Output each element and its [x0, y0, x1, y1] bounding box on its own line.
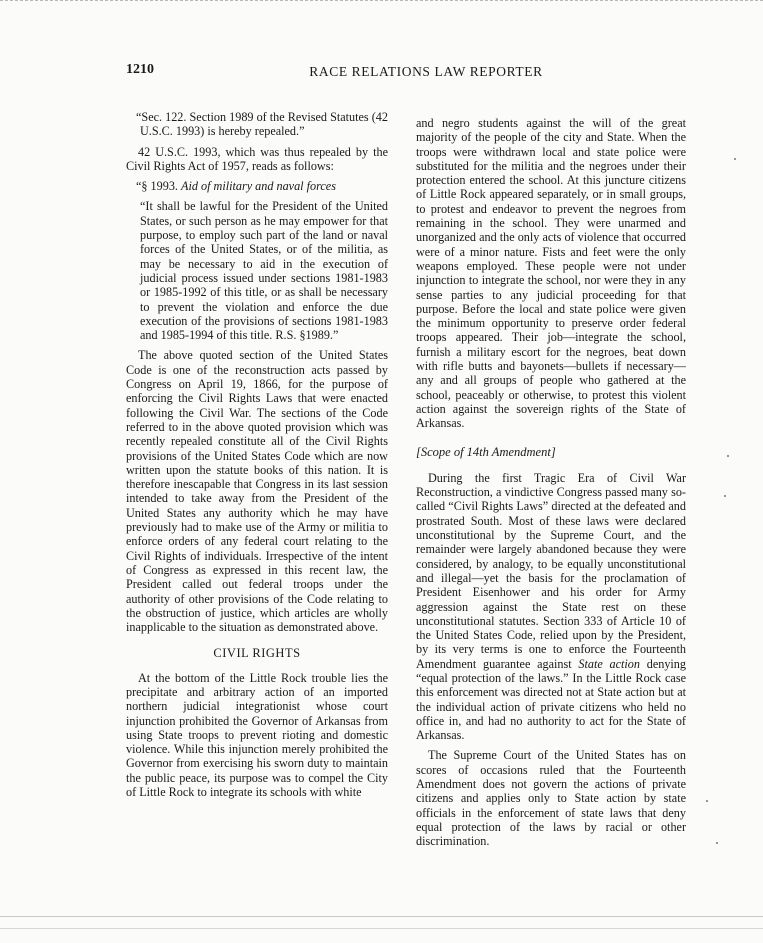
right-column	[416, 116, 686, 855]
quote-sec-122-text: “Sec. 122. Section 1989 of the Revised Statutes (42 U.S.C. 1993) is hereby repealed.”	[136, 110, 388, 139]
tragic-era-italic: State action	[578, 656, 640, 671]
scan-speck	[734, 158, 736, 160]
left-column	[126, 110, 388, 805]
tragic-era-text-1: During the first Tragic Era of Civil War Reconstruction, a vindictive Congress passed many so-called “Civil Rights Laws” directed at the defeated and prostrated South. Most of these laws were declared unconstitutional by the Supreme Court, and the remainder were largely abandoned because they were considered, by analogy, to be equally unconstitutional and illegal—yet the basis for the proclamation of President Eisenhower and his order for Army aggression against the State rest on these unconstitutional statutes. Section 333 of Article 10 of the United States Code, relied upon by the President, by its very terms is one to enforce the Fourteenth Amendment guarantee against	[416, 470, 686, 671]
scan-speck	[727, 455, 729, 457]
heading-civil-rights: CIVIL RIGHTS	[213, 646, 301, 661]
statute-heading	[136, 179, 388, 194]
page-header	[126, 62, 686, 86]
paragraph-continued: and negro students against the will of the great majority of the people of the city and State. When the troops were withdrawn local and state police were substituted for the militia and the negroes under their protection entered the school. At this juncture citizens of Little Rock appeared separately, or in small groups, to protest and endeavor to prevent the negroes from remaining in the school. They were unarmed and unorganized and the only acts of violence that occurred were of a minor nature. Fists and feet were the only weapons employed. These people were not under injunction to integrate the school, nor were they in any sense parties to any judicial proceeding for that purpose. Before the local and state police were given the minimum opportunity to preserve order federal troops appeared. Their job—integrate the school, furnish a military escort for the negroes, beat down with rifle butts and bayonets—bullets if necessary—any and all groups of people who gathered at the school, peaceably or otherwise, to protest this violent action against the sovereign rights of the State of Arkansas.	[416, 116, 686, 431]
statute-quote	[126, 179, 388, 342]
bottom-scan-line	[0, 928, 763, 929]
paragraph-supreme-court: The Supreme Court of the United States has on scores of occasions ruled that the Fourteenth Amendment does not govern the actions of private citizens and applies only to State action by state officials in the enforcement of state laws that deny equal protection of the laws by racial or other discrimination.	[416, 748, 686, 849]
page-top-border	[0, 0, 763, 1]
running-head: RACE RELATIONS LAW REPORTER	[309, 64, 543, 79]
scan-speck	[724, 495, 726, 497]
tragic-era-text-2: denying “equal protection of the laws.” In the Little Rock case this enforcement was directed not at State action but at the individual action of private citizens who held no office in, and had no authority to act for the State of Arkansas.	[416, 656, 686, 743]
statute-title: Aid of military and naval forces	[181, 179, 336, 194]
paragraph-above-quoted: The above quoted section of the United States Code is one of the reconstruction acts passed by Congress on April 19, 1866, for the purpose of enforcing the Civil Rights Laws that were enacted following the Civil War. The sections of the Code referred to in the above quoted provision which was recently repealed constitute all of the Civil Rights provisions of the United States Code which are now written upon the statute books of this nation. It is therefore inescapable that Congress in its last session intended to take away from the President of the United States any authority which he may have previously had to make use of the Army or militia to enforce orders of any federal court relating to the Civil Rights of individuals. Irrespective of the intent of Congress as expressed in this recent law, the President called out federal troops under the authority of other provisions of the Code relating to the obstruction of justice, which articles are wholly inapplicable to the situation as demonstrated above.	[126, 348, 388, 635]
paragraph-tragic-era	[416, 471, 686, 743]
heading-scope-14th-amendment: [Scope of 14th Amendment]	[416, 444, 556, 459]
paragraph-little-rock: At the bottom of the Little Rock trouble lies the precipitate and arbitrary action of an imported northern judicial integrationist whose court injunction prohibited the Governor of Arkansas from using State troops to prevent rioting and domestic violence. While this injunction merely prohibited the Governor from exercising his sworn duty to maintain the public peace, its purpose was to compel the City of Little Rock to integrate its schools with white	[126, 670, 388, 800]
paragraph-repealed: 42 U.S.C. 1993, which was thus repealed by the Civil Rights Act of 1957, reads as follows:	[126, 144, 388, 173]
scan-speck	[706, 800, 708, 802]
statute-body: “It shall be lawful for the President of the United States, or such person as he may empower for that purpose, to employ such part of the land or naval forces of the United States, or of the militia, as may be necessary to aid in the execution of judicial process issued under sections 1981-1983 or 1985-1992 of this title, or as shall be necessary to prevent the violation and enforce the due execution of the provisions of sections 1981-1983 and 1985-1994 of this title. R.S. §1989.”	[140, 199, 388, 343]
scan-speck	[716, 842, 718, 844]
quote-sec-122	[126, 110, 388, 139]
page-number: 1210	[126, 62, 154, 77]
statute-prefix: “§ 1993.	[136, 179, 182, 194]
bottom-scan-line	[0, 916, 763, 917]
